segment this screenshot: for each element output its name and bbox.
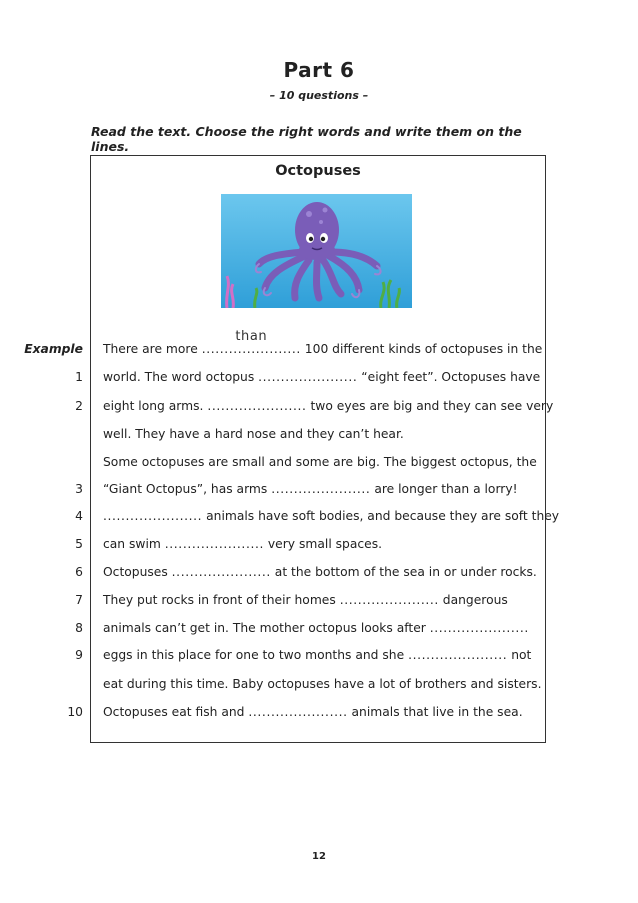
text-line-12 (103, 646, 531, 664)
answer-gap-4[interactable]: ...................... (103, 509, 203, 523)
text-line-5 (103, 453, 537, 471)
text-segment: well. They have a hard nose and they can’t hear. (103, 427, 404, 441)
text-segment: two eyes are big and they can see very (306, 399, 554, 413)
text-segment: animals that live in the sea. (347, 705, 523, 719)
text-segment: animals can’t get in. The mother octopus looks after (103, 621, 430, 635)
text-line-6 (103, 480, 518, 498)
text-segment: 100 different kinds of octopuses in the (300, 342, 543, 356)
answer-gap-1[interactable]: ...................... (258, 370, 358, 384)
text-segment: Octopuses eat fish and (103, 705, 249, 719)
text-segment: very small spaces. (263, 537, 383, 551)
text-line-2 (103, 368, 540, 386)
answer-gap-8[interactable]: ...................... (429, 621, 529, 635)
answer-gap-3[interactable]: ...................... (271, 482, 371, 496)
question-number-8: 8 (75, 621, 83, 635)
question-number-10: 10 (67, 705, 83, 719)
text-segment: “Giant Octopus”, has arms (103, 482, 272, 496)
question-number-2: 2 (75, 399, 83, 413)
text-segment: Octopuses (103, 565, 172, 579)
text-segment: are longer than a lorry! (370, 482, 518, 496)
text-segment: Some octopuses are small and some are big. The biggest octopus, the (103, 455, 537, 469)
example-answer: than (235, 329, 268, 344)
question-number-9: 9 (75, 648, 83, 662)
question-number-7: 7 (75, 593, 83, 607)
answer-gap-7[interactable]: ...................... (339, 593, 439, 607)
answer-gap-6[interactable]: ...................... (171, 565, 271, 579)
text-line-3 (103, 397, 553, 415)
text-segment: can swim (103, 537, 165, 551)
example-label: Example (24, 342, 83, 356)
answer-gap-2[interactable]: ...................... (207, 399, 307, 413)
text-title: Octopuses (275, 163, 361, 179)
text-segment: eggs in this place for one to two months and she (103, 648, 409, 662)
text-line-14 (103, 703, 523, 721)
page-subtitle: – 10 questions – (269, 89, 369, 102)
text-line-4 (103, 425, 404, 443)
text-segment: “eight feet”. Octopuses have (357, 370, 541, 384)
question-number-6: 6 (75, 565, 83, 579)
text-segment: There are more (103, 342, 202, 356)
question-number-4: 4 (75, 509, 83, 523)
text-line-11 (103, 619, 529, 637)
answer-gap-10[interactable]: ...................... (248, 705, 348, 719)
text-segment: at the bottom of the sea in or under rocks. (270, 565, 537, 579)
question-number-1: 1 (75, 370, 83, 384)
octopus-illustration (221, 194, 412, 308)
answer-gap-5[interactable]: ...................... (164, 537, 264, 551)
text-segment: world. The word octopus (103, 370, 259, 384)
example-gap (201, 329, 301, 358)
text-segment: not (507, 648, 532, 662)
text-line-8 (103, 535, 382, 553)
answer-gap-9[interactable]: ...................... (408, 648, 508, 662)
page-number: 12 (312, 851, 326, 862)
question-number-5: 5 (75, 537, 83, 551)
text-segment: eat during this time. Baby octopuses have a lot of brothers and sisters. (103, 677, 542, 691)
text-segment: animals have soft bodies, and because they are soft they (202, 509, 560, 523)
text-line-7 (103, 507, 559, 525)
page-title: Part 6 (283, 58, 355, 82)
question-number-3: 3 (75, 482, 83, 496)
text-line-1 (103, 329, 543, 358)
instruction-text: Read the text. Choose the right words and write them on the lines. (91, 124, 522, 154)
text-line-9 (103, 563, 537, 581)
text-segment: They put rocks in front of their homes (103, 593, 340, 607)
text-segment: eight long arms. (103, 399, 208, 413)
text-segment: dangerous (438, 593, 508, 607)
text-line-10 (103, 591, 508, 609)
text-line-13 (103, 675, 542, 693)
gap-dots: ...................... (201, 342, 301, 356)
